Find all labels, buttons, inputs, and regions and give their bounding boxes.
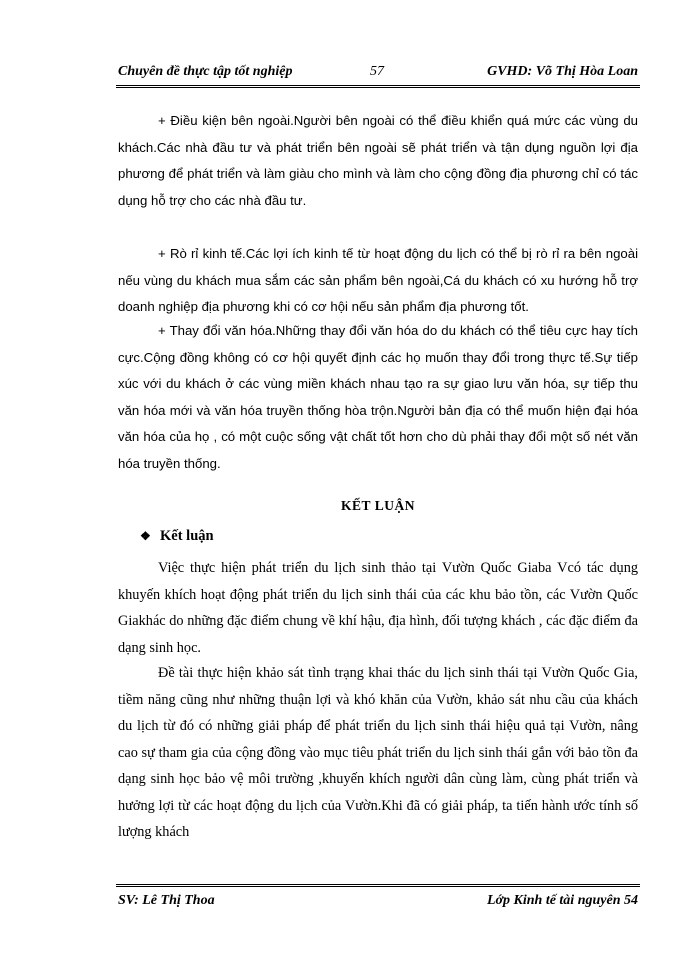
paragraph-cultural-change: + Thay đổi văn hóa.Những thay đổi văn hóa do du khách có thể tiêu cực hay tích cực.Cộng đồng không có cơ hội quyết định các họ muốn thay đổi trong thực tế.Sự tiếp xúc với du khách ở các vùng miền khách nhau tạo ra sự giao lưu văn hóa, sự tiếp thu văn hóa mới và văn hóa truyền thống hòa trộn.Người bản địa có thể muốn hiện đại hóa văn hóa của họ , có một cuộc sống vật chất tốt hơn cho dù phải thay đổi một số nét văn hóa truyền thống. xyxy=(118,323,638,471)
header-supervisor: GVHD: Võ Thị Hòa Loan xyxy=(487,64,638,79)
diamond-bullet-icon: ❖ xyxy=(140,529,151,543)
header-rule xyxy=(116,85,640,90)
conclusion-subheading xyxy=(140,528,214,545)
footer-class: Lớp Kinh tế tài nguyên 54 xyxy=(486,893,638,908)
footer-student: SV: Lê Thị Thoa xyxy=(118,893,215,908)
section-external-conditions xyxy=(118,108,638,214)
paragraph-conclusion-2: Đề tài thực hiện khảo sát tình trạng khai thác du lịch sinh thái tại Vườn Quốc Gia, tiềm năng cũng như những thuận lợi và khó khăn của Vườn, khảo sát nhu cầu của khách du lịch từ đó có những giải pháp để phát triển du lịch sinh thái hiệu quả tại Vườn, nâng cao sự tham gia của cộng đồng vào mục tiêu phát triển du lịch sinh thái gắn với bảo tồn đa dạng sinh học bảo vệ môi trường ,khuyến khích người dân cùng làm, cùng phát triển và hưởng lợi từ các hoạt động du lịch của Vườn.Khi đã có giải pháp, ta tiến hành ước tính số lượng khách xyxy=(118,665,638,840)
header-course-title: Chuyên đề thực tập tốt nghiệp xyxy=(118,64,293,79)
subheading-label: Kết luận xyxy=(160,528,214,544)
section-economic-leakage xyxy=(118,241,638,321)
paragraph-external-conditions: + Điều kiện bên ngoài.Người bên ngoài có thể điều khiển quá mức các vùng du khách.Các nhà đầu tư và phát triển bên ngoài sẽ phát triển và tận dụng nguồn lợi địa phương để phát triển và làm giàu cho mình và làm cho cộng đồng địa phương chỉ có tác dụng hỗ trợ cho các nhà đầu tư. xyxy=(118,113,638,208)
conclusion-title: KẾT LUẬN xyxy=(341,498,415,513)
section-conclusion-intro xyxy=(118,555,638,661)
footer-rule xyxy=(116,884,640,889)
section-conclusion-body xyxy=(118,660,638,846)
section-cultural-change xyxy=(118,318,638,477)
paragraph-economic-leakage: + Rò rỉ kinh tế.Các lợi ích kinh tế từ hoạt động du lịch có thể bị rò rỉ ra bên ngoài nếu vùng du khách mua sắm các sản phẩm bên ngoài,Cá du khách có xu hướng hỗ trợ doanh nghiệp địa phương khi có cơ hội nếu sản phẩm địa phương tốt. xyxy=(118,246,638,314)
page-number: 57 xyxy=(370,64,384,79)
paragraph-conclusion-1: Việc thực hiện phát triển du lịch sinh thảo tại Vườn Quốc Giaba Vcó tác dụng khuyến khích hoạt động phát triển du lịch sinh thái của các khu bảo tồn, các Vườn Quốc Giakhác do những đặc điểm chung về khí hậu, địa hình, đối tượng khách , các đặc điểm đa dạng sinh học. xyxy=(118,560,638,656)
